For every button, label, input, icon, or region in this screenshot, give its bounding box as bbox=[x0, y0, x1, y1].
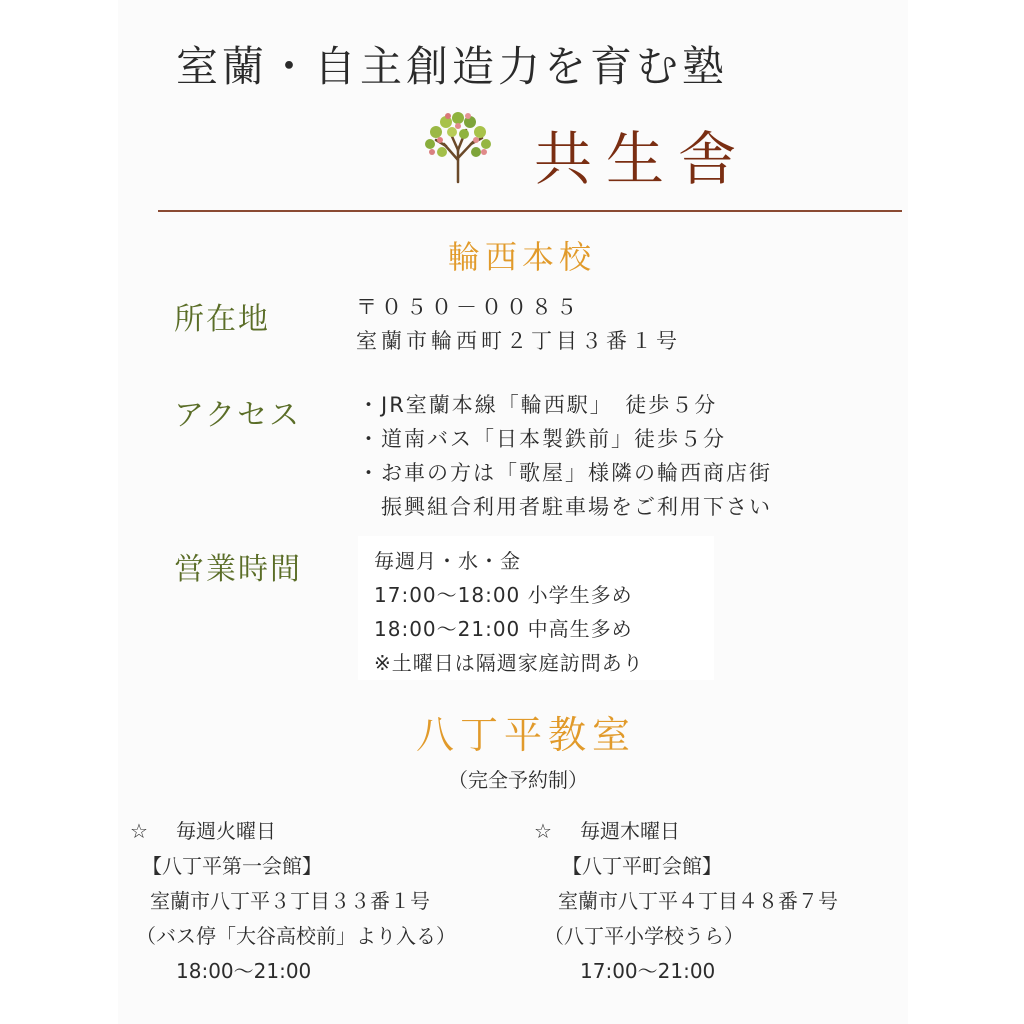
access-label: アクセス bbox=[174, 398, 302, 433]
schedule-day bbox=[534, 814, 838, 849]
access-line: ・お車の方は「歌屋」様隣の輪西商店街 bbox=[358, 461, 772, 485]
access-line: ・JR室蘭本線「輪西駅」 徒歩５分 bbox=[358, 393, 718, 417]
venue-time: 18:00～21:00 bbox=[176, 959, 312, 983]
divider bbox=[158, 210, 902, 212]
venue-landmark: （八丁平小学校うら） bbox=[544, 924, 744, 948]
hours-line: 18:00～21:00 中高生多め bbox=[374, 617, 633, 641]
branch-title: 八丁平教室 bbox=[416, 713, 637, 757]
day-text: 毎週火曜日 bbox=[176, 819, 276, 843]
reservation-note: （完全予約制） bbox=[448, 768, 588, 792]
star-icon: ☆ bbox=[130, 819, 148, 843]
access-line: ・道南バス「日本製鉄前」徒歩５分 bbox=[358, 427, 726, 451]
main-school-title: 輪西本校 bbox=[448, 238, 597, 276]
schedule-day bbox=[130, 814, 456, 849]
access-line: 振興組合利用者駐車場をご利用下さい bbox=[358, 495, 772, 519]
street-address: 室蘭市輪西町２丁目３番１号 bbox=[356, 329, 681, 353]
hours-line: 毎週月・水・金 bbox=[374, 549, 521, 573]
venue-landmark: （バス停「大谷高校前」より入る） bbox=[136, 924, 456, 948]
venue-address: 室蘭市八丁平３丁目３３番１号 bbox=[150, 889, 430, 913]
headline: 室蘭・自主創造力を育む塾 bbox=[176, 42, 729, 91]
venue-address: 室蘭市八丁平４丁目４８番７号 bbox=[558, 889, 838, 913]
star-icon: ☆ bbox=[534, 819, 552, 843]
hours-line: 17:00～18:00 小学生多め bbox=[374, 583, 633, 607]
location-label: 所在地 bbox=[174, 302, 270, 337]
day-text: 毎週木曜日 bbox=[580, 819, 680, 843]
access-value bbox=[358, 388, 772, 524]
postal-code: 〒０５０－００８５ bbox=[356, 295, 581, 319]
hours-line: ※土曜日は隔週家庭訪問あり bbox=[374, 651, 644, 675]
branch-tuesday bbox=[130, 814, 456, 989]
hours-value bbox=[374, 544, 644, 680]
venue-name: 【八丁平町会館】 bbox=[562, 854, 722, 878]
tree-icon bbox=[418, 104, 498, 184]
hours-label: 営業時間 bbox=[174, 552, 302, 587]
venue-name: 【八丁平第一会館】 bbox=[142, 854, 322, 878]
location-value bbox=[356, 290, 681, 358]
venue-time: 17:00～21:00 bbox=[580, 959, 716, 983]
branch-thursday bbox=[534, 814, 838, 989]
brand-name: 共生舎 bbox=[534, 125, 751, 193]
